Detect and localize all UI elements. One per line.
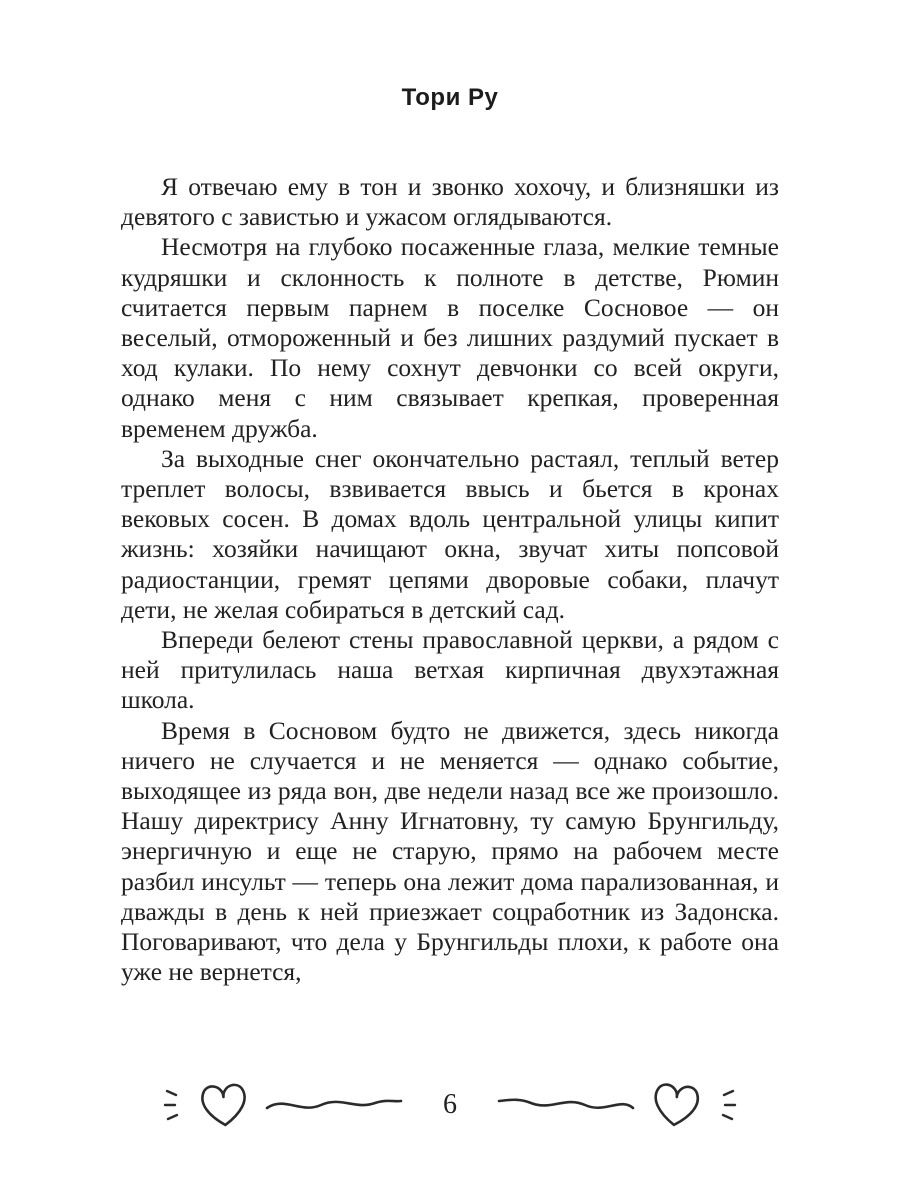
page-number: 6 [443, 1089, 457, 1120]
sparkle-lines-icon [715, 1085, 737, 1125]
wavy-line-divider [263, 1092, 405, 1118]
paragraph: Впереди белеют стены православной церкви, а рядом с ней притулилась наша ветхая кирпичная двухэтажная школа. [121, 625, 779, 715]
heart-outline-icon [193, 1076, 255, 1134]
paragraph: Я отвечаю ему в тон и звонко хохочу, и близняшки из девятого с завистью и ужасом оглядываются. [121, 172, 779, 232]
paragraph: Время в Сосновом будто не движется, здесь никогда ничего не случается и не меняется — однако событие, выходящее из ряда вон, две недели назад все же произошло. Нашу директрису Анну Игнатовну, ту самую Брунгильду, энергичную и еще не старую, прямо на рабочем месте разбил инсульт — теперь она лежит дома парализованная, и дважды в день к ней приезжает соцработник из Задонска. Поговаривают, что дела у Брунгильды плохи, к работе она уже не вернется, [121, 715, 779, 987]
heart-outline-icon [644, 1075, 707, 1135]
author-header: Тори Ру [401, 84, 499, 111]
page-footer [0, 1078, 900, 1132]
page-text [121, 172, 779, 987]
sparkle-lines-icon [163, 1085, 185, 1125]
paragraph: За выходные снег окончательно растаял, теплый ветер треплет волосы, взвивается ввысь и бьется в кронах вековых сосен. В домах вдоль центральной улицы кипит жизнь: хозяйки начищают окна, звучат хиты попсовой радиостанции, гремят цепями дворовые собаки, плачут дети, не желая собираться в детский сад. [121, 443, 779, 624]
paragraph: Несмотря на глубоко посаженные глаза, мелкие темные кудряшки и склонность к полноте в детстве, Рюмин считается первым парнем в поселке Сосновое — он веселый, отмороженный и без лишних раздумий пускает в ход кулаки. По нему сохнут девчонки со всей округи, однако меня с ним связывает крепкая, проверенная временем дружба. [121, 232, 779, 443]
wavy-line-divider [495, 1092, 637, 1118]
